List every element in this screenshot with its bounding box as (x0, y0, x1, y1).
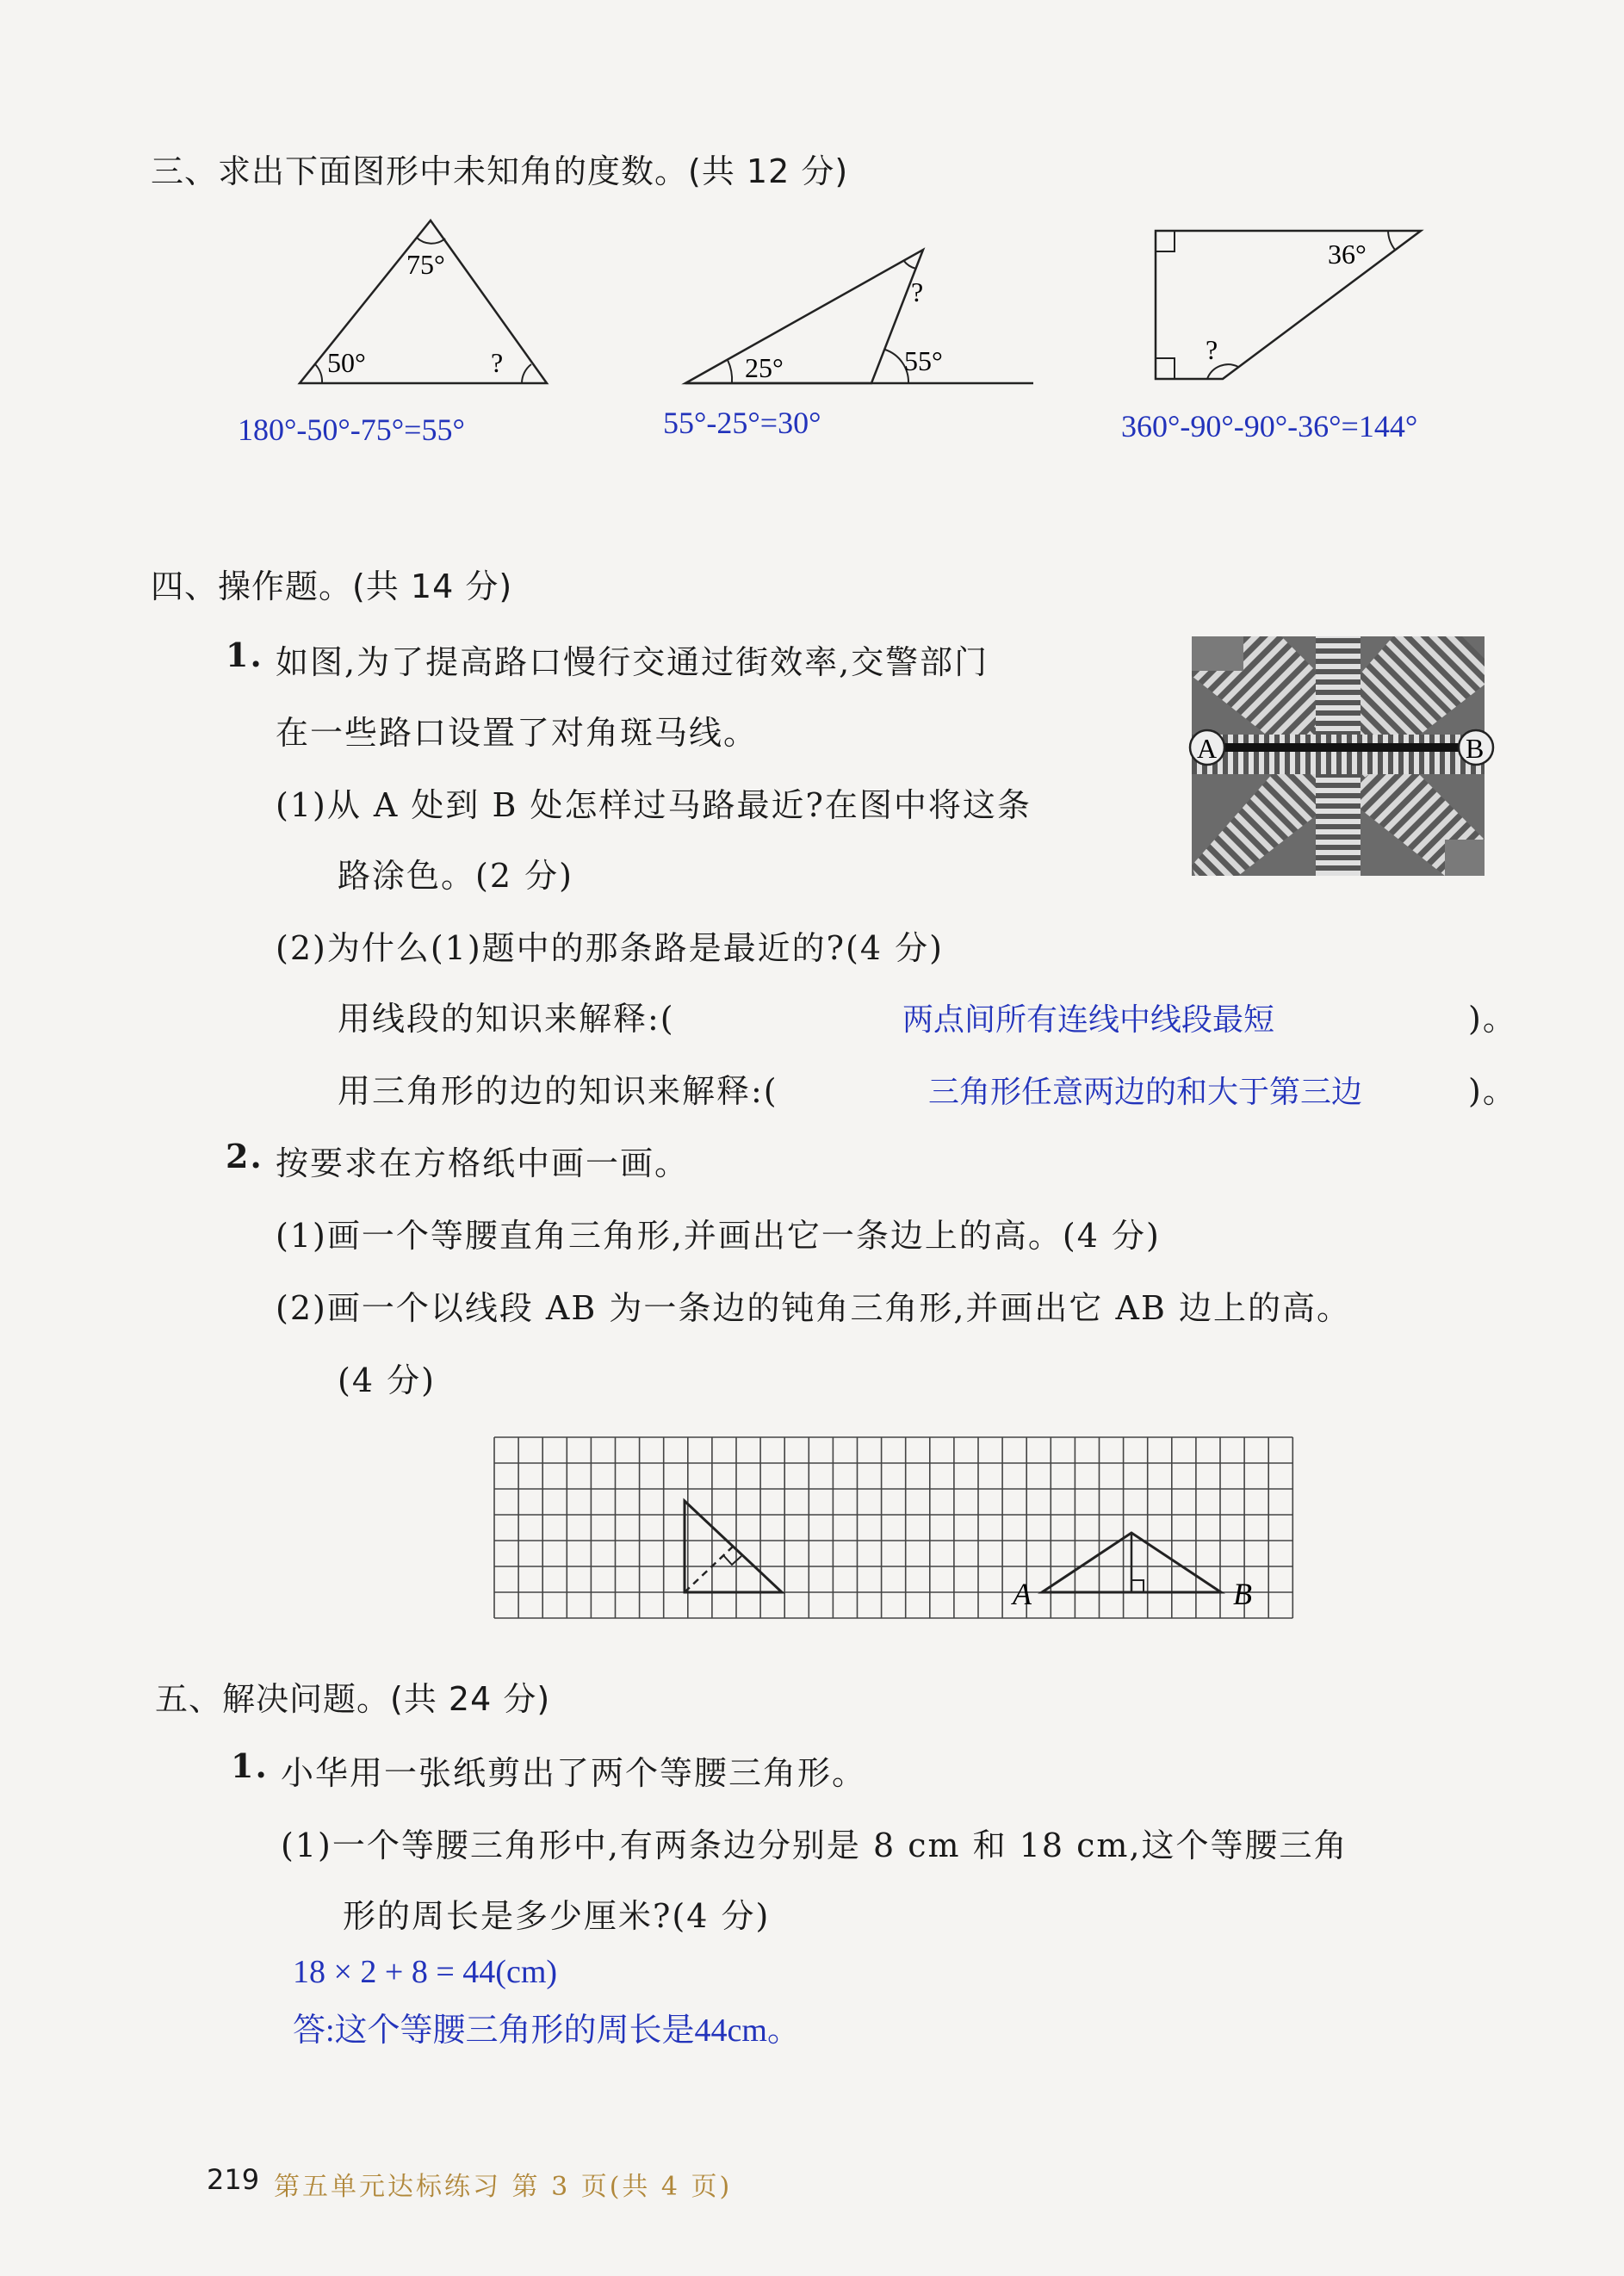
fig3-top-angle: 36° (1328, 239, 1367, 270)
fig1-answer: 180°-50°-75°=55° (238, 412, 465, 447)
q1-answer2-label: 用三角形的边的知识来解释:( (338, 1072, 778, 1110)
s5-q1-sub1-line2: 形的周长是多少厘米?(4 分) (343, 1897, 771, 1935)
trapezoid-figure-3 (1145, 224, 1438, 388)
fig2-top-angle: ? (911, 276, 924, 307)
fig1-left-angle: 50° (327, 347, 366, 378)
q1-sub1-line1: (1)从 A 处到 B 处怎样过马路最近?在图中将这条 (276, 786, 1032, 824)
section4-title: 四、操作题。(共 14 分) (151, 567, 513, 605)
grid-label-b: B (1233, 1577, 1252, 1611)
fig2-left-angle: 25° (745, 352, 784, 383)
s5-q1-answer-text: 答:这个等腰三角形的周长是44cm。 (293, 2012, 800, 2049)
q1-answer1-close: )。 (1468, 1000, 1517, 1038)
q1-answer2-close: )。 (1468, 1072, 1517, 1110)
footer-text: 第五单元达标练习 第 3 页(共 4 页) (274, 2172, 733, 2202)
fig2-answer: 55°-25°=30° (663, 406, 821, 440)
s5-q1-number: 1. (231, 1746, 269, 1785)
triangle-figure-2 (672, 241, 1042, 396)
s5-q1-answer-equation: 18 × 2 + 8 = 44(cm) (293, 1954, 558, 1990)
q1-sub1-line2: 路涂色。(2 分) (338, 857, 573, 895)
q2-sub1: (1)画一个等腰直角三角形,并画出它一条边上的高。(4 分) (276, 1217, 1161, 1255)
q1-line1: 如图,为了提高路口慢行交通过街效率,交警部门 (276, 643, 989, 681)
fig3-bottom-angle: ? (1206, 334, 1218, 365)
crosswalk-photo (1187, 633, 1514, 878)
fig3-answer: 360°-90°-90°-36°=144° (1121, 409, 1418, 443)
grid-label-a: A (1013, 1577, 1032, 1611)
q1-answer1: 两点间所有连线中线段最短 (902, 1002, 1275, 1038)
section3-title: 三、求出下面图形中未知角的度数。(共 12 分) (151, 152, 849, 190)
s5-q1-line1: 小华用一张纸剪出了两个等腰三角形。 (281, 1754, 867, 1792)
q1-number: 1. (226, 636, 263, 674)
q1-sub2: (2)为什么(1)题中的那条路是最近的?(4 分) (276, 929, 944, 967)
fig2-exterior-angle: 55° (904, 345, 943, 376)
q2-number: 2. (226, 1137, 263, 1175)
q1-line2: 在一些路口设置了对角斑马线。 (276, 714, 759, 752)
triangle-figure-1 (284, 207, 568, 396)
section5-title: 五、解决问题。(共 24 分) (155, 1680, 551, 1718)
grid-paper (491, 1434, 1300, 1632)
photo-point-b: B (1466, 733, 1485, 764)
q2-line1: 按要求在方格纸中画一画。 (276, 1144, 690, 1182)
photo-point-a: A (1197, 733, 1218, 764)
q2-sub2: (2)画一个以线段 AB 为一条边的钝角三角形,并画出它 AB 边上的高。 (276, 1289, 1351, 1327)
q2-sub2-score: (4 分) (338, 1361, 436, 1399)
page-number: 219 (207, 2163, 260, 2196)
s5-q1-sub1-line1: (1)一个等腰三角形中,有两条边分别是 8 cm 和 18 cm,这个等腰三角 (281, 1826, 1348, 1864)
q1-answer2: 三角形任意两边的和大于第三边 (928, 1075, 1363, 1110)
fig1-top-angle: 75° (406, 249, 445, 280)
fig1-right-angle: ? (491, 347, 504, 378)
q1-answer1-label: 用线段的知识来解释:( (338, 1000, 675, 1038)
